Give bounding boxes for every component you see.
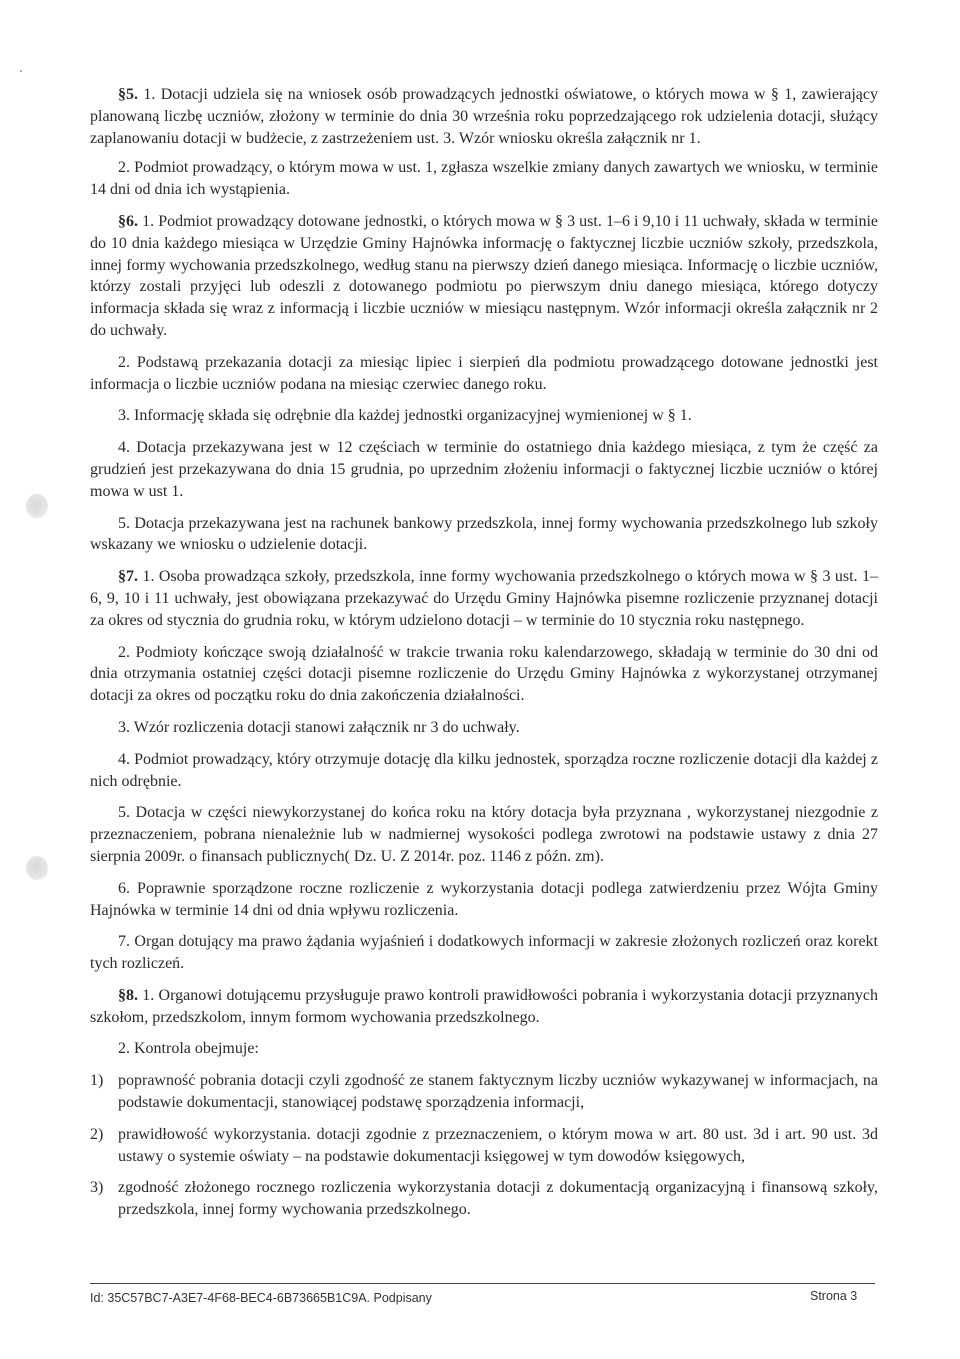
paragraph-7-7: 7. Organ dotujący ma prawo żądania wyjaśnień i dodatkowych informacji w zakresie złożonych rozliczeń oraz korekt tych rozliczeń. xyxy=(90,933,878,973)
section-text: 1. Podmiot prowadzący dotowane jednostki, o których mowa w § 3 ust. 1–6 i 9,10 i 11 uchwały, składa w terminie do 10 dnia każdego miesiąca w Urzędzie Gminy Hajnówka informację o faktycznej liczbie uczniów szkoły, przedszkola, innej formy wychowania przedszkolnego, według stanu na pierwszy dzień danego miesiąca. Informację o liczbie uczniów, którzy zostali przyjęci lub odeszli z dotowanego podmiotu po pierwszym dniu danego miesiąca, którego dotyczy informacja składa się wraz z informacją i liczbie uczniów w miesiącu następnym. Wzór informacji określa załącznik nr 2 do uchwały. xyxy=(90,212,878,339)
list-item-number: 3) xyxy=(90,1179,104,1197)
section-text: 1. Organowi dotującemu przysługuje prawo kontroli prawidłowości pobrania i wykorzystania dotacji przyznanych szkołom, przedszkolom, innym formom wychowania przedszkolnego. xyxy=(90,986,878,1026)
control-scope-list xyxy=(90,1070,878,1221)
document-body xyxy=(90,84,878,1231)
paragraph-7-3: 3. Wzór rozliczenia dotacji stanowi załącznik nr 3 do uchwały. xyxy=(118,718,520,736)
list-item-text: zgodność złożonego rocznego rozliczenia wykorzystania dotacji z dokumentacją organizacyjną i finansową szkoły, przedszkola, innej formy wychowania przedszkolnego. xyxy=(118,1179,878,1219)
section-number: 8. xyxy=(126,986,138,1004)
scan-speck xyxy=(20,70,22,72)
list-item xyxy=(90,1177,878,1221)
paragraph-7-2: 2. Podmioty kończące swoją działalność w trakcie trwania roku kalendarzowego, składają w terminie do 30 dni od dnia otrzymania ostatniej części dotacji pisemne rozliczenie do Urzędu Gminy Hajnówka z wykorzystanej otrzymanej dotacji za okres od początku roku do dnia zakończenia działalności. xyxy=(90,643,878,705)
paragraph-8-2: 2. Kontrola obejmuje: xyxy=(118,1040,259,1058)
section-sign: § xyxy=(118,568,126,586)
paragraph-section-8 xyxy=(90,985,878,1029)
paragraph-6-4: 4. Dotacja przekazywana jest w 12 częściach w terminie do ostatniego dnia każdego miesiąca, z tym że część za grudzień jest przekazywana do dnia 15 grudnia, po uprzednim złożeniu informacji o faktycznej liczbie uczniów o której mowa w ust 1. xyxy=(90,439,878,500)
list-item-number: 1) xyxy=(90,1072,104,1090)
punch-hole-bottom xyxy=(26,856,48,880)
paragraph-6-2: 2. Podstawą przekazania dotacji za miesiąc lipiec i sierpień dla podmiotu prowadzącego dotowane jednostki jest informacja o liczbie uczniów podana na miesiąc czerwiec danego roku. xyxy=(90,353,878,393)
paragraph-6-3: 3. Informację składa się odrębnie dla każdej jednostki organizacyjnej wymienionej w § 1. xyxy=(118,407,692,425)
paragraph-7-4: 4. Podmiot prowadzący, który otrzymuje dotację dla kilku jednostek, sporządza roczne rozliczenie dotacji dla każdej z nich odrębnie. xyxy=(90,750,878,790)
list-item-text: poprawność pobrania dotacji czyli zgodność ze stanem faktycznym liczby uczniów wykazywanej w informacjach, na podstawie dokumentacji, stanowiącej podstawę sporządzenia informacji, xyxy=(118,1072,878,1112)
paragraph-section-5 xyxy=(90,84,878,149)
paragraph-6-5: 5. Dotacja przekazywana jest na rachunek bankowy przedszkola, innej formy wychowania przedszkolnego lub szkoły wskazany we wniosku o udzielenie dotacji. xyxy=(90,514,878,554)
section-text: 1. Osoba prowadząca szkoły, przedszkola, inne formy wychowania przedszkolnego o których mowa w § 3 ust. 1–6, 9, 10 i 11 uchwały, jest obowiązana przekazywać do Urzędu Gminy Hajnówka pisemne rozliczenie przyznanej dotacji za okres od stycznia do grudnia roku, w którym udzielono dotacji – w terminie do 10 stycznia roku następnego. xyxy=(90,568,878,629)
footer-divider xyxy=(90,1283,875,1284)
list-item-text: prawidłowość wykorzystania. dotacji zgodnie z przeznaczeniem, o którym mowa w art. 80 ust. 3d i art. 90 ust. 3d ustawy o systemie oświaty – na podstawie dokumentacji księgowej w tym dowodów księgowych, xyxy=(118,1125,878,1165)
page-number: Strona 3 xyxy=(810,1289,858,1303)
list-item xyxy=(90,1124,878,1168)
section-number: 6. xyxy=(126,212,138,230)
section-sign: § xyxy=(118,212,126,230)
paragraph-section-7 xyxy=(90,566,878,631)
list-item xyxy=(90,1070,878,1114)
section-number: 5. xyxy=(126,86,138,103)
punch-hole-top xyxy=(26,494,48,518)
document-id: Id: 35C57BC7-A3E7-4F68-BEC4-6B73665B1C9A. Podpisany xyxy=(90,1291,432,1305)
paragraph-7-6: 6. Poprawnie sporządzone roczne rozliczenie z wykorzystania dotacji podlega zatwierdzeniu przez Wójta Gminy Hajnówka w terminie 14 dni od dnia wpływu rozliczenia. xyxy=(90,879,878,919)
paragraph-section-6 xyxy=(90,211,878,342)
section-sign: § xyxy=(118,86,126,103)
section-text: 1. Dotacji udziela się na wniosek osób prowadzących jednostki oświatowe, o których mowa w § 1, zawierający planowaną liczbę uczniów, złożony w terminie do dnia 30 września roku poprzedzającego rok udzielenia dotacji, służący zaplanowaniu dotacji w budżecie, z zastrzeżeniem ust. 3. Wzór wniosku określa załącznik nr 1. xyxy=(90,86,878,147)
section-sign: § xyxy=(118,986,126,1004)
section-number: 7. xyxy=(126,568,138,586)
paragraph-5-2: 2. Podmiot prowadzący, o którym mowa w ust. 1, zgłasza wszelkie zmiany danych zawartych we wniosku, w terminie 14 dni od dnia ich wystąpienia. xyxy=(90,159,878,199)
paragraph-7-5: 5. Dotacja w części niewykorzystanej do końca roku na który dotacja była przyznana , wykorzystanej niezgodnie z przeznaczeniem, pobrana nienależnie lub w nadmiernej wysokości podlega zwrotowi na podstawie ustawy z dnia 27 sierpnia 2009r. o finansach publicznych( Dz. U. Z 2014r. poz. 1146 z późn. zm). xyxy=(90,804,878,865)
list-item-number: 2) xyxy=(90,1125,104,1143)
